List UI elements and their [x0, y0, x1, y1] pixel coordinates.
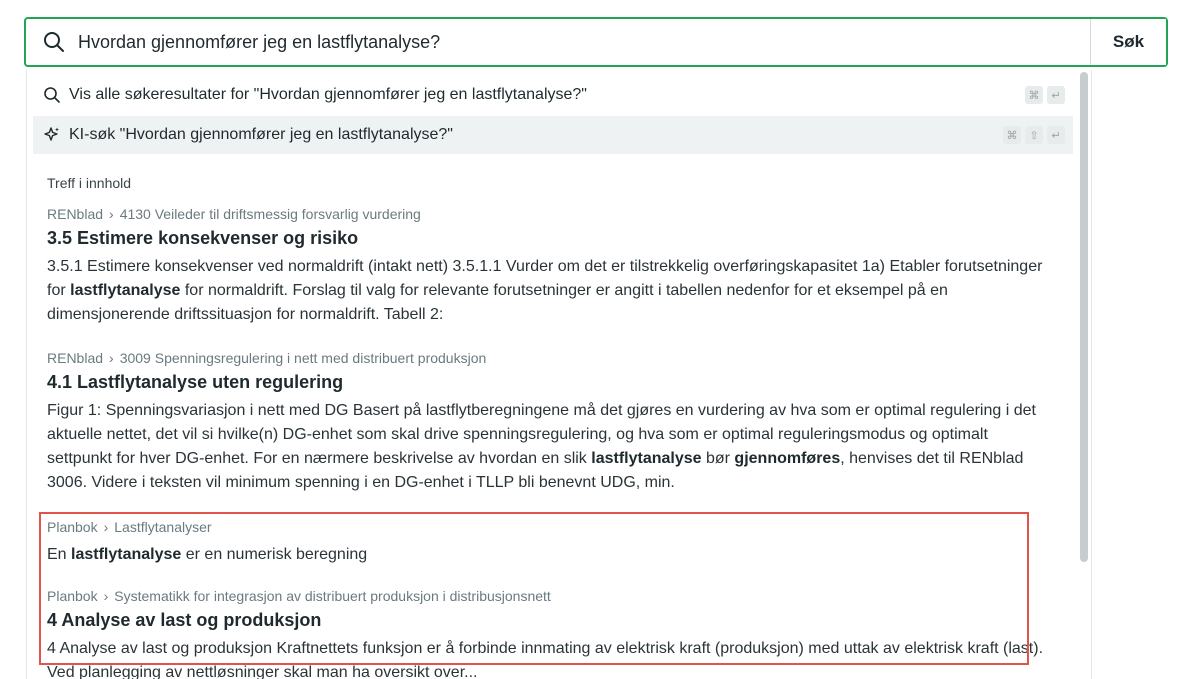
section-label: Treff i innhold: [47, 175, 132, 191]
result-title[interactable]: 4 Analyse av last og produksjon: [47, 610, 322, 630]
chevron-right-icon: ›: [103, 588, 109, 604]
suggestion-view-all[interactable]: [33, 76, 1073, 114]
search-input[interactable]: [76, 18, 1090, 66]
breadcrumb-path: 3009 Spenningsregulering i nett med distribuert produksjon: [119, 350, 487, 366]
result-title[interactable]: 3.5 Estimere konsekvenser og risiko: [47, 228, 359, 248]
breadcrumb: [47, 588, 1047, 604]
search-dropdown: [26, 70, 1092, 679]
result-snippet: 3.5.1 Estimere konsekvenser ved normaldrift (intakt nett) 3.5.1.1 Vurder om det er tilstrekkelig overføringskapasitet 1a) Etabler forutsetninger for lastflytanalyse for normaldrift. Forslag til valg for relevante forutsetninger er angitt i tabellen nedenfor for et eksempel på en dimensjonerende driftssituasjon for normaldrift. Tabell 2:: [47, 258, 1043, 323]
result-snippet: En lastflytanalyse er en numerisk beregning: [47, 546, 368, 563]
command-key-icon: ⌘: [1025, 86, 1043, 104]
keyboard-shortcut: [1003, 126, 1065, 144]
search-button[interactable]: Søk: [1090, 19, 1166, 65]
breadcrumb-path: 4130 Veileder til driftsmessig forsvarlig vurdering: [119, 206, 421, 222]
breadcrumb-source: Planbok: [47, 588, 98, 604]
suggestion-ai-search[interactable]: [33, 116, 1073, 154]
scrollbar[interactable]: [1080, 72, 1088, 562]
search-result[interactable]: [47, 588, 1047, 679]
search-icon: [43, 86, 61, 104]
enter-key-icon: ↵: [1047, 86, 1065, 104]
breadcrumb: [47, 206, 1047, 222]
chevron-right-icon: ›: [103, 519, 109, 535]
suggestion-label: Vis alle søkeresultater for "Hvordan gjennomfører jeg en lastflytanalyse?": [69, 86, 587, 103]
sparkle-icon: [43, 126, 61, 144]
breadcrumb: [47, 350, 1047, 366]
breadcrumb-source: RENblad: [47, 206, 104, 222]
breadcrumb-source: RENblad: [47, 350, 104, 366]
keyboard-shortcut: [1025, 86, 1065, 104]
chevron-right-icon: ›: [109, 206, 114, 222]
enter-key-icon: ↵: [1047, 126, 1065, 144]
breadcrumb-path: Lastflytanalyser: [114, 519, 212, 535]
chevron-right-icon: ›: [109, 350, 114, 366]
search-result[interactable]: [47, 206, 1047, 327]
result-title[interactable]: 4.1 Lastflytanalyse uten regulering: [47, 372, 344, 392]
result-snippet: Figur 1: Spenningsvariasjon i nett med DG Basert på lastflytberegningene må det gjøres en vurdering av hva som er optimal regulering i det aktuelle nettet, det vil si hvilke(n) DG-enhet som skal drive spenningsregulering, og hva som er optimal reguleringsmodus og optimalt settpunkt for hver DG-enhet. For en nærmere beskrivelse av hvordan en slik lastflytanalyse bør gjennomføres, henvises det til RENblad 3006. Videre i teksten vil minimum spenning i en DG-enhet i TLLP bli benevnt UDG, min.: [47, 402, 1036, 491]
breadcrumb-source: Planbok: [47, 519, 98, 535]
search-bar: [24, 17, 1168, 67]
search-result[interactable]: [47, 519, 1047, 567]
suggestion-label: KI-søk "Hvordan gjennomfører jeg en lastflytanalyse?": [69, 126, 453, 143]
search-icon: [42, 30, 66, 54]
breadcrumb: [47, 519, 1047, 535]
breadcrumb-path: Systematikk for integrasjon av distribuert produksjon i distribusjonsnett: [114, 588, 551, 604]
command-key-icon: ⌘: [1003, 126, 1021, 144]
shift-key-icon: ⇧: [1025, 126, 1043, 144]
search-result[interactable]: [47, 350, 1047, 495]
result-snippet: 4 Analyse av last og produksjon Kraftnettets funksjon er å forbinde innmating av elektrisk kraft (produksjon) med uttak av elektrisk kraft (last). Ved planlegging av nettløsninger skal man ha oversikt over...: [47, 640, 1044, 679]
